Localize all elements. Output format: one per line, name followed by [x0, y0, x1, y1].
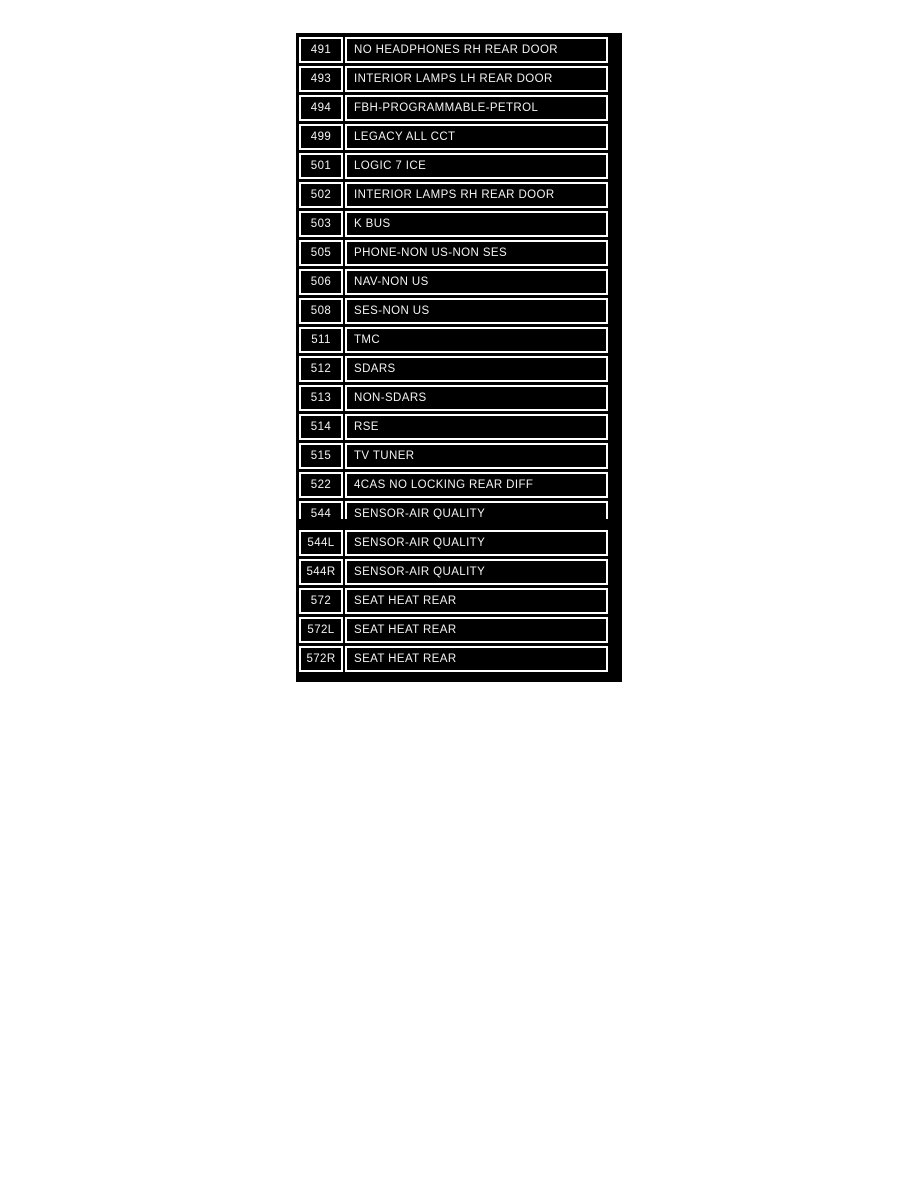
code-cell: 506 [299, 269, 343, 295]
table-row-inner [299, 414, 608, 440]
code-cell: 544 [299, 501, 343, 519]
description-cell: SES-NON US [345, 298, 608, 324]
description-cell: SEAT HEAT REAR [345, 588, 608, 614]
code-cell: 512 [299, 356, 343, 382]
table-row-inner [299, 240, 608, 266]
table-row-inner [299, 385, 608, 411]
table-row [299, 95, 608, 121]
table-row-inner [299, 269, 608, 295]
table-row-inner [299, 182, 608, 208]
table-rows-container [299, 37, 608, 672]
table-row [299, 559, 608, 585]
table-row-inner [299, 95, 608, 121]
description-cell: TMC [345, 327, 608, 353]
code-cell: 514 [299, 414, 343, 440]
description-cell: SEAT HEAT REAR [345, 617, 608, 643]
table-row-inner [299, 501, 608, 519]
table-row-inner [299, 530, 608, 556]
table-row-inner [299, 588, 608, 614]
table-row [299, 530, 608, 556]
table-row-inner [299, 646, 608, 672]
description-cell: PHONE-NON US-NON SES [345, 240, 608, 266]
description-cell: FBH-PROGRAMMABLE-PETROL [345, 95, 608, 121]
table-row [299, 501, 608, 519]
table-row [299, 617, 608, 643]
table-row [299, 414, 608, 440]
code-cell: 508 [299, 298, 343, 324]
table-row [299, 124, 608, 150]
description-cell: INTERIOR LAMPS LH REAR DOOR [345, 66, 608, 92]
table-row-inner [299, 472, 608, 498]
code-cell: 501 [299, 153, 343, 179]
description-cell: LEGACY ALL CCT [345, 124, 608, 150]
table-row [299, 182, 608, 208]
table-row [299, 443, 608, 469]
description-cell: NAV-NON US [345, 269, 608, 295]
code-cell: 505 [299, 240, 343, 266]
table-row [299, 646, 608, 672]
table-row-inner [299, 617, 608, 643]
code-cell: 572L [299, 617, 343, 643]
table-row-inner [299, 211, 608, 237]
table-row-inner [299, 66, 608, 92]
table-row [299, 385, 608, 411]
code-cell: 522 [299, 472, 343, 498]
table-row-inner [299, 559, 608, 585]
description-cell: RSE [345, 414, 608, 440]
table-row [299, 298, 608, 324]
description-cell: 4CAS NO LOCKING REAR DIFF [345, 472, 608, 498]
code-cell: 511 [299, 327, 343, 353]
code-cell: 544L [299, 530, 343, 556]
table-row-inner [299, 443, 608, 469]
code-cell: 544R [299, 559, 343, 585]
code-cell: 491 [299, 37, 343, 63]
table-row-inner [299, 153, 608, 179]
description-cell: K BUS [345, 211, 608, 237]
table-row [299, 37, 608, 63]
table-row [299, 588, 608, 614]
table-row [299, 66, 608, 92]
table-row-inner [299, 356, 608, 382]
table-row-inner [299, 37, 608, 63]
table-row-inner [299, 327, 608, 353]
code-cell: 572 [299, 588, 343, 614]
option-code-table [296, 33, 622, 682]
description-cell: SENSOR-AIR QUALITY [345, 559, 608, 585]
description-cell: SENSOR-AIR QUALITY [345, 530, 608, 556]
description-cell: SENSOR-AIR QUALITY [345, 501, 608, 519]
table-row [299, 240, 608, 266]
code-cell: 572R [299, 646, 343, 672]
table-row [299, 356, 608, 382]
table-row-inner [299, 124, 608, 150]
description-cell: LOGIC 7 ICE [345, 153, 608, 179]
table-row [299, 153, 608, 179]
table-row-inner [299, 298, 608, 324]
table-row [299, 269, 608, 295]
table-row [299, 211, 608, 237]
code-cell: 513 [299, 385, 343, 411]
table-row [299, 472, 608, 498]
description-cell: SDARS [345, 356, 608, 382]
code-cell: 503 [299, 211, 343, 237]
code-cell: 494 [299, 95, 343, 121]
description-cell: INTERIOR LAMPS RH REAR DOOR [345, 182, 608, 208]
code-cell: 493 [299, 66, 343, 92]
description-cell: NON-SDARS [345, 385, 608, 411]
code-cell: 502 [299, 182, 343, 208]
description-cell: TV TUNER [345, 443, 608, 469]
description-cell: NO HEADPHONES RH REAR DOOR [345, 37, 608, 63]
description-cell: SEAT HEAT REAR [345, 646, 608, 672]
table-row [299, 327, 608, 353]
code-cell: 499 [299, 124, 343, 150]
code-cell: 515 [299, 443, 343, 469]
